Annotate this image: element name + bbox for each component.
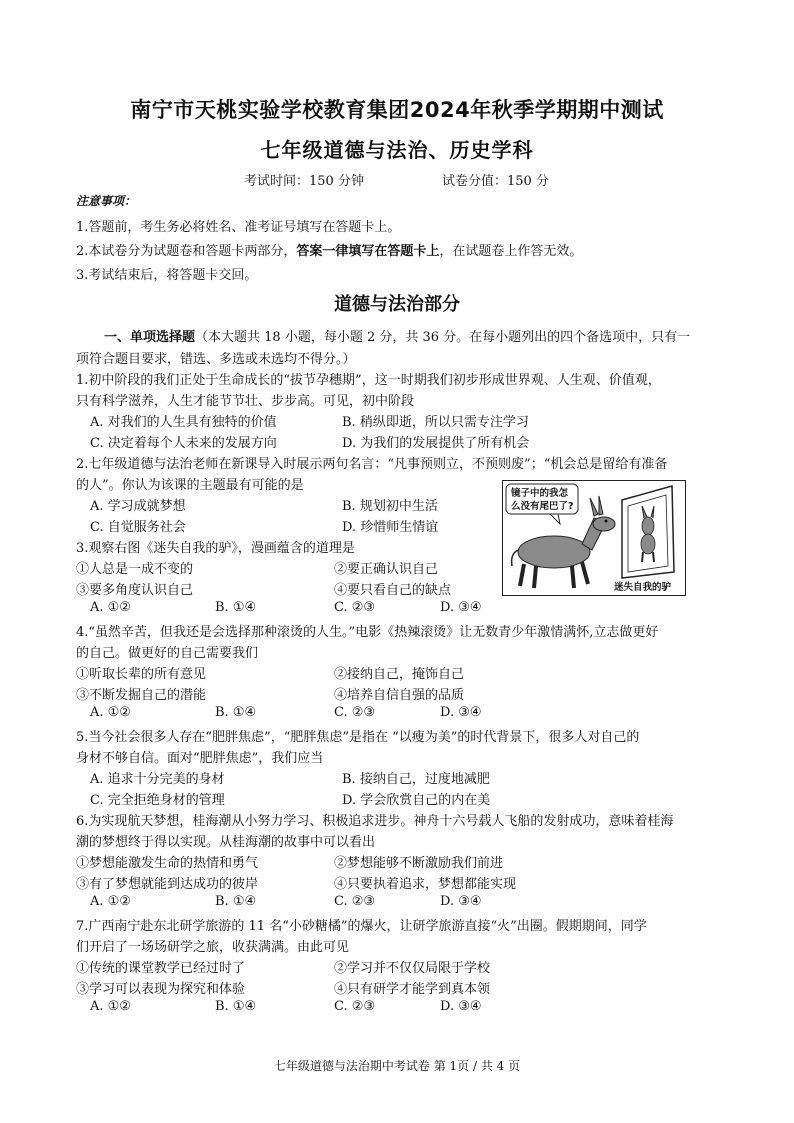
q7-statement-2: ②学习并不仅仅局限于学校 xyxy=(334,961,491,976)
q1-option-d: D. 为我们的发展提供了所有机会 xyxy=(342,436,530,451)
q3-statement-2: ②要正确认识自己 xyxy=(334,562,439,577)
q7-statement-4: ④只有研学才能学到真本领 xyxy=(334,982,491,997)
section-instructions xyxy=(104,326,690,345)
q4-statement-1: ①听取长辈的所有意见 xyxy=(76,667,207,682)
q2-stem-line-2: 的人”。你认为该课的主题最有可能的是 xyxy=(76,478,304,493)
q4-option-c: C. ②③ xyxy=(334,705,376,720)
donkey-cartoon xyxy=(502,480,686,596)
q6-option-a: A. ①② xyxy=(90,894,131,909)
q4-statement-3: ③不断发掘自己的潜能 xyxy=(76,688,207,703)
q1-option-b: B. 稍纵即逝，所以只需专注学习 xyxy=(342,415,529,430)
page-footer: 七年级道德与法治期中考试卷 第 1页 / 共 4 页 xyxy=(273,1059,521,1073)
notice-item-2-bold: 答案一律填写在答题卡上 xyxy=(296,244,440,259)
instructions-line-1: （本大题共 18 小题，每小题 2 分，共 36 分。在每小题列出的四个备选项中，只有一 xyxy=(195,330,691,345)
q2-option-c: C. 自觉服务社会 xyxy=(90,520,186,535)
q3-stem-line-1: 3.观察右图《迷失自我的驴》，漫画蕴含的道理是 xyxy=(76,541,355,556)
q6-option-d: D. ③④ xyxy=(440,894,482,909)
q6-stem-line-2: 潮的梦想终于得以实现。从桂海潮的故事中可以看出 xyxy=(76,835,376,850)
mirror xyxy=(622,486,674,578)
q7-option-d: D. ③④ xyxy=(440,999,482,1014)
q1-stem-line-2: 只有科学滋养，人生才能节节壮、步步高。可见，初中阶段 xyxy=(76,394,415,409)
q4-option-d: D. ③④ xyxy=(440,705,482,720)
q4-stem-line-1: 4.“虽然辛苦，但我还是会选择那种滚烫的人生。”电影《热辣滚烫》让无数青少年激情满怀,立志做更好 xyxy=(76,625,659,640)
q7-stem-line-2: 们开启了一场场研学之旅，收获满满。由此可见 xyxy=(76,940,350,955)
q7-option-a: A. ①② xyxy=(90,999,131,1014)
q6-statement-4: ④只要执着追求，梦想都能实现 xyxy=(334,877,517,892)
q7-stem-line-1: 7.广西南宁赴东北研学旅游的 11 名“小砂糖橘”的爆火，让研学旅游直接“火”出圈。假期期间，同学 xyxy=(76,919,647,934)
q4-statement-4: ④培养自信自强的品质 xyxy=(334,688,465,703)
q1-stem-line-1: 1.初中阶段的我们正处于生命成长的“拔节孕穗期”，这一时期我们初步形成世界观、人生观、价值观， xyxy=(76,373,661,388)
q6-statement-2: ②梦想能够不断激励我们前进 xyxy=(334,856,504,871)
q4-option-b: B. ①④ xyxy=(215,705,257,720)
q3-statement-1: ①人总是一成不变的 xyxy=(76,562,194,577)
notice-item-2-text: 2.本试卷分为试题卷和答题卡两部分， xyxy=(76,244,297,259)
exam-title: 南宁市天桃实验学校教育集团2024年秋季学期期中测试 xyxy=(130,98,664,122)
notice-item-2-tail: ，在试题卷上作答无效。 xyxy=(439,244,583,259)
q6-statement-1: ①梦想能激发生命的热情和勇气 xyxy=(76,856,259,871)
bubble-text-2: 么没有尾巴了? xyxy=(511,501,574,512)
q3-option-a: A. ①② xyxy=(90,600,131,615)
q4-stem-line-2: 的自己。做更好的自己需要我们 xyxy=(76,646,259,661)
exam-subtitle: 七年级道德与法治、历史学科 xyxy=(260,138,534,162)
q3-option-d: D. ③④ xyxy=(440,600,482,615)
instructions-line-2: 项符合题目要求，错选、多选或未选均不得分。） xyxy=(76,352,356,367)
q1-option-c: C. 决定着每个人未来的发展方向 xyxy=(90,436,277,451)
q4-option-a: A. ①② xyxy=(90,705,131,720)
notice-title: 注意事项： xyxy=(76,194,137,208)
q7-option-c: C. ②③ xyxy=(334,999,376,1014)
q5-stem-line-1: 5.当今社会很多人存在“肥胖焦虑”，“肥胖焦虑”是指在 “以瘦为美”的时代背景下，很多人对自己的 xyxy=(76,730,640,745)
bubble-text-1: 镜子中的我怎 xyxy=(511,488,569,499)
q5-stem-line-2: 身材不够自信。面对“肥胖焦虑”，我们应当 xyxy=(76,751,324,766)
notice-item-2 xyxy=(76,240,736,259)
q3-option-b: B. ①④ xyxy=(215,600,257,615)
q6-statement-3: ③有了梦想就能到达成功的彼岸 xyxy=(76,877,259,892)
q1-option-a: A. 对我们的人生具有独特的价值 xyxy=(90,415,277,430)
q5-option-a: A. 追求十分完美的身材 xyxy=(90,772,225,787)
q6-option-b: B. ①④ xyxy=(215,894,257,909)
q3-statement-3: ③要多角度认识自己 xyxy=(76,583,194,598)
q7-statement-3: ③学习可以表现为探究和体验 xyxy=(76,982,246,997)
q5-option-c: C. 完全拒绝身材的管理 xyxy=(90,793,225,808)
q5-option-b: B. 接纳自己，过度地减肥 xyxy=(342,772,490,787)
q3-statement-4: ④要只看自己的缺点 xyxy=(334,583,452,598)
notice-item-3: 3.考试结束后，将答题卡交回。 xyxy=(76,268,258,283)
q7-statement-1: ①传统的课堂教学已经过时了 xyxy=(76,961,246,976)
q2-option-b: B. 规划初中生活 xyxy=(342,499,438,514)
q2-option-d: D. 珍惜师生情谊 xyxy=(342,520,439,535)
total-score: 试卷分值：150 分 xyxy=(442,174,549,189)
exam-time: 考试时间：150 分钟 xyxy=(244,174,364,189)
section-title: 道德与法治部分 xyxy=(334,294,460,315)
q2-option-a: A. 学习成就梦想 xyxy=(90,499,186,514)
q6-option-c: C. ②③ xyxy=(334,894,376,909)
q5-option-d: D. 学会欣赏自己的内在美 xyxy=(342,793,491,808)
q6-stem-line-1: 6.为实现航天梦想，桂海潮从小努力学习、积极追求进步。神舟十六号载人飞船的发射成功，意味着桂海 xyxy=(76,814,674,829)
q3-option-c: C. ②③ xyxy=(334,600,376,615)
q7-option-b: B. ①④ xyxy=(215,999,257,1014)
cartoon-caption: 迷失自我的驴 xyxy=(614,582,672,593)
instructions-label: 一、单项选择题 xyxy=(104,330,196,345)
q4-statement-2: ②接纳自己，掩饰自己 xyxy=(334,667,465,682)
notice-item-1: 1.答题前，考生务必将姓名、准考证号填写在答题卡上。 xyxy=(76,220,401,235)
q2-stem-line-1: 2.七年级道德与法治老师在新课导入时展示两句名言：“凡事预则立，不预则废”；“机会总是留给有准备 xyxy=(76,457,668,472)
